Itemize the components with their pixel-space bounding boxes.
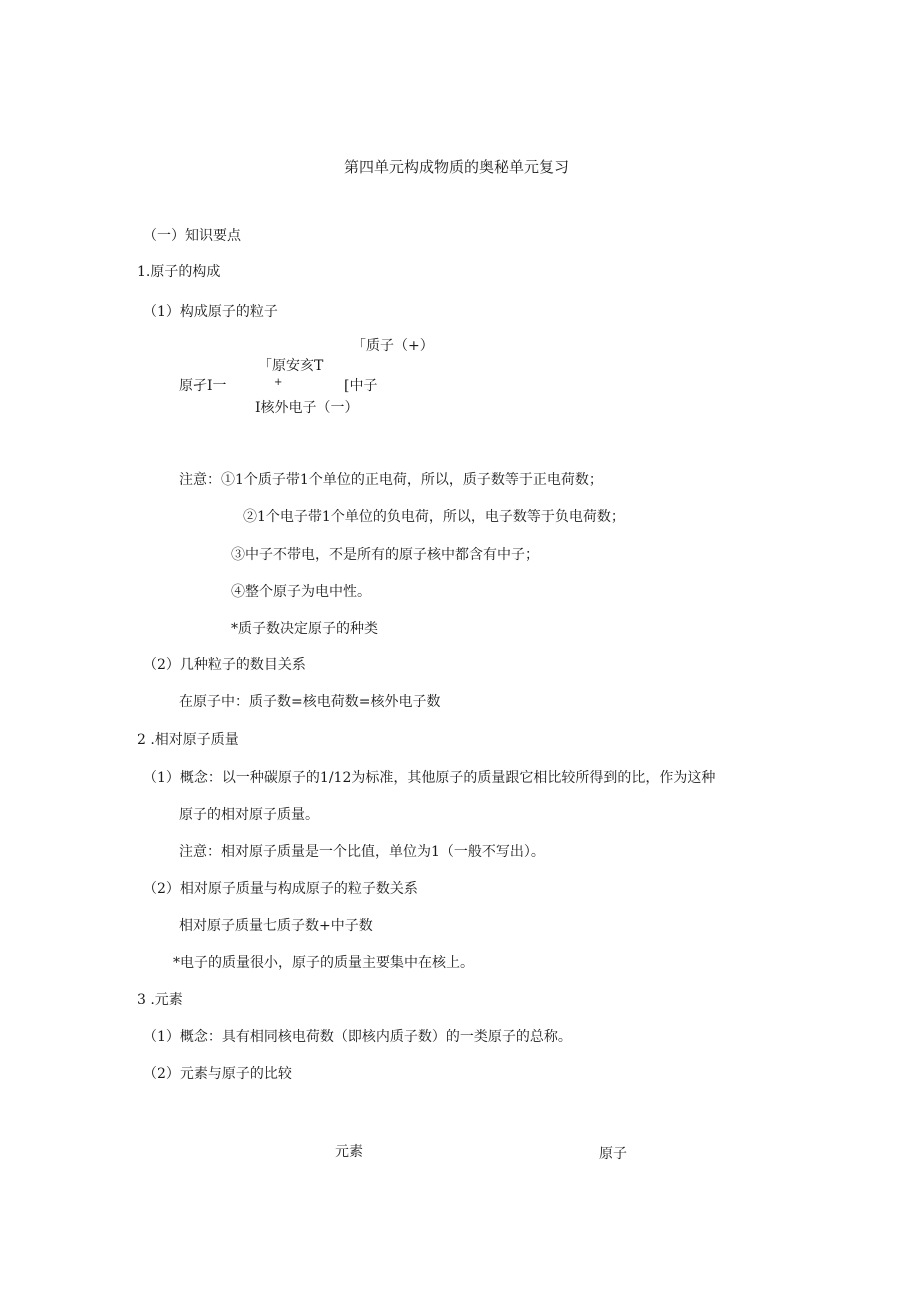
note-1: 注意：①1个质子带1个单位的正电荷，所以，质子数等于正电荷数； [179, 472, 603, 488]
note-5: *质子数决定原子的种类 [231, 621, 378, 637]
diagram-proton: 「质子（+） [352, 338, 434, 354]
subheading-particles: （1）构成原子的粒子 [143, 304, 278, 320]
heading-element: 3 .元素 [137, 992, 183, 1008]
page-title: 第四单元构成物质的奥秘单元复习 [344, 158, 570, 176]
note-4: ④整个原子为电中性。 [231, 584, 371, 600]
mass-formula: 相对原子质量七质子数+中子数 [179, 918, 373, 934]
diagram-plus: + [274, 377, 283, 388]
table-header-element: 元素 [335, 1144, 363, 1160]
concept-line-1: （1）概念：以一种碳原子的1/12为标准，其他原子的质量跟它相比较所得到的比，作为这种 [143, 770, 716, 786]
concept-note: 注意：相对原子质量是一个比值，单位为1（一般不写出）。 [179, 844, 545, 860]
element-concept: （1）概念：具有相同核电荷数（即核内质子数）的一类原子的总称。 [143, 1029, 572, 1045]
subheading-mass-relation: （2）相对原子质量与构成原子的粒子数关系 [143, 881, 418, 897]
diagram-nucleus: 「原安亥T [258, 358, 324, 374]
note-3: ③中子不带电，不是所有的原子核中都含有中子； [231, 547, 539, 563]
section-heading: （一）知识要点 [143, 228, 241, 244]
diagram-neutron: [中子 [344, 378, 378, 394]
diagram-atom: 原孑I一 [179, 378, 227, 394]
concept-line-2: 原子的相对原子质量。 [179, 807, 319, 823]
diagram-electron: I核外电子（一） [255, 400, 359, 416]
note-2: ②1个电子带1个单位的负电荷，所以，电子数等于负电荷数； [243, 509, 625, 525]
relation-text: 在原子中：质子数=核电荷数=核外电子数 [179, 694, 441, 710]
table-header-atom: 原子 [599, 1146, 627, 1162]
heading-atom-structure: 1.原子的构成 [137, 264, 221, 280]
heading-relative-mass: 2 .相对原子质量 [137, 732, 239, 748]
element-compare: （2）元素与原子的比较 [143, 1066, 292, 1082]
subheading-relation: （2）几种粒子的数目关系 [143, 657, 306, 673]
mass-note: *电子的质量很小，原子的质量主要集中在核上。 [173, 955, 474, 971]
